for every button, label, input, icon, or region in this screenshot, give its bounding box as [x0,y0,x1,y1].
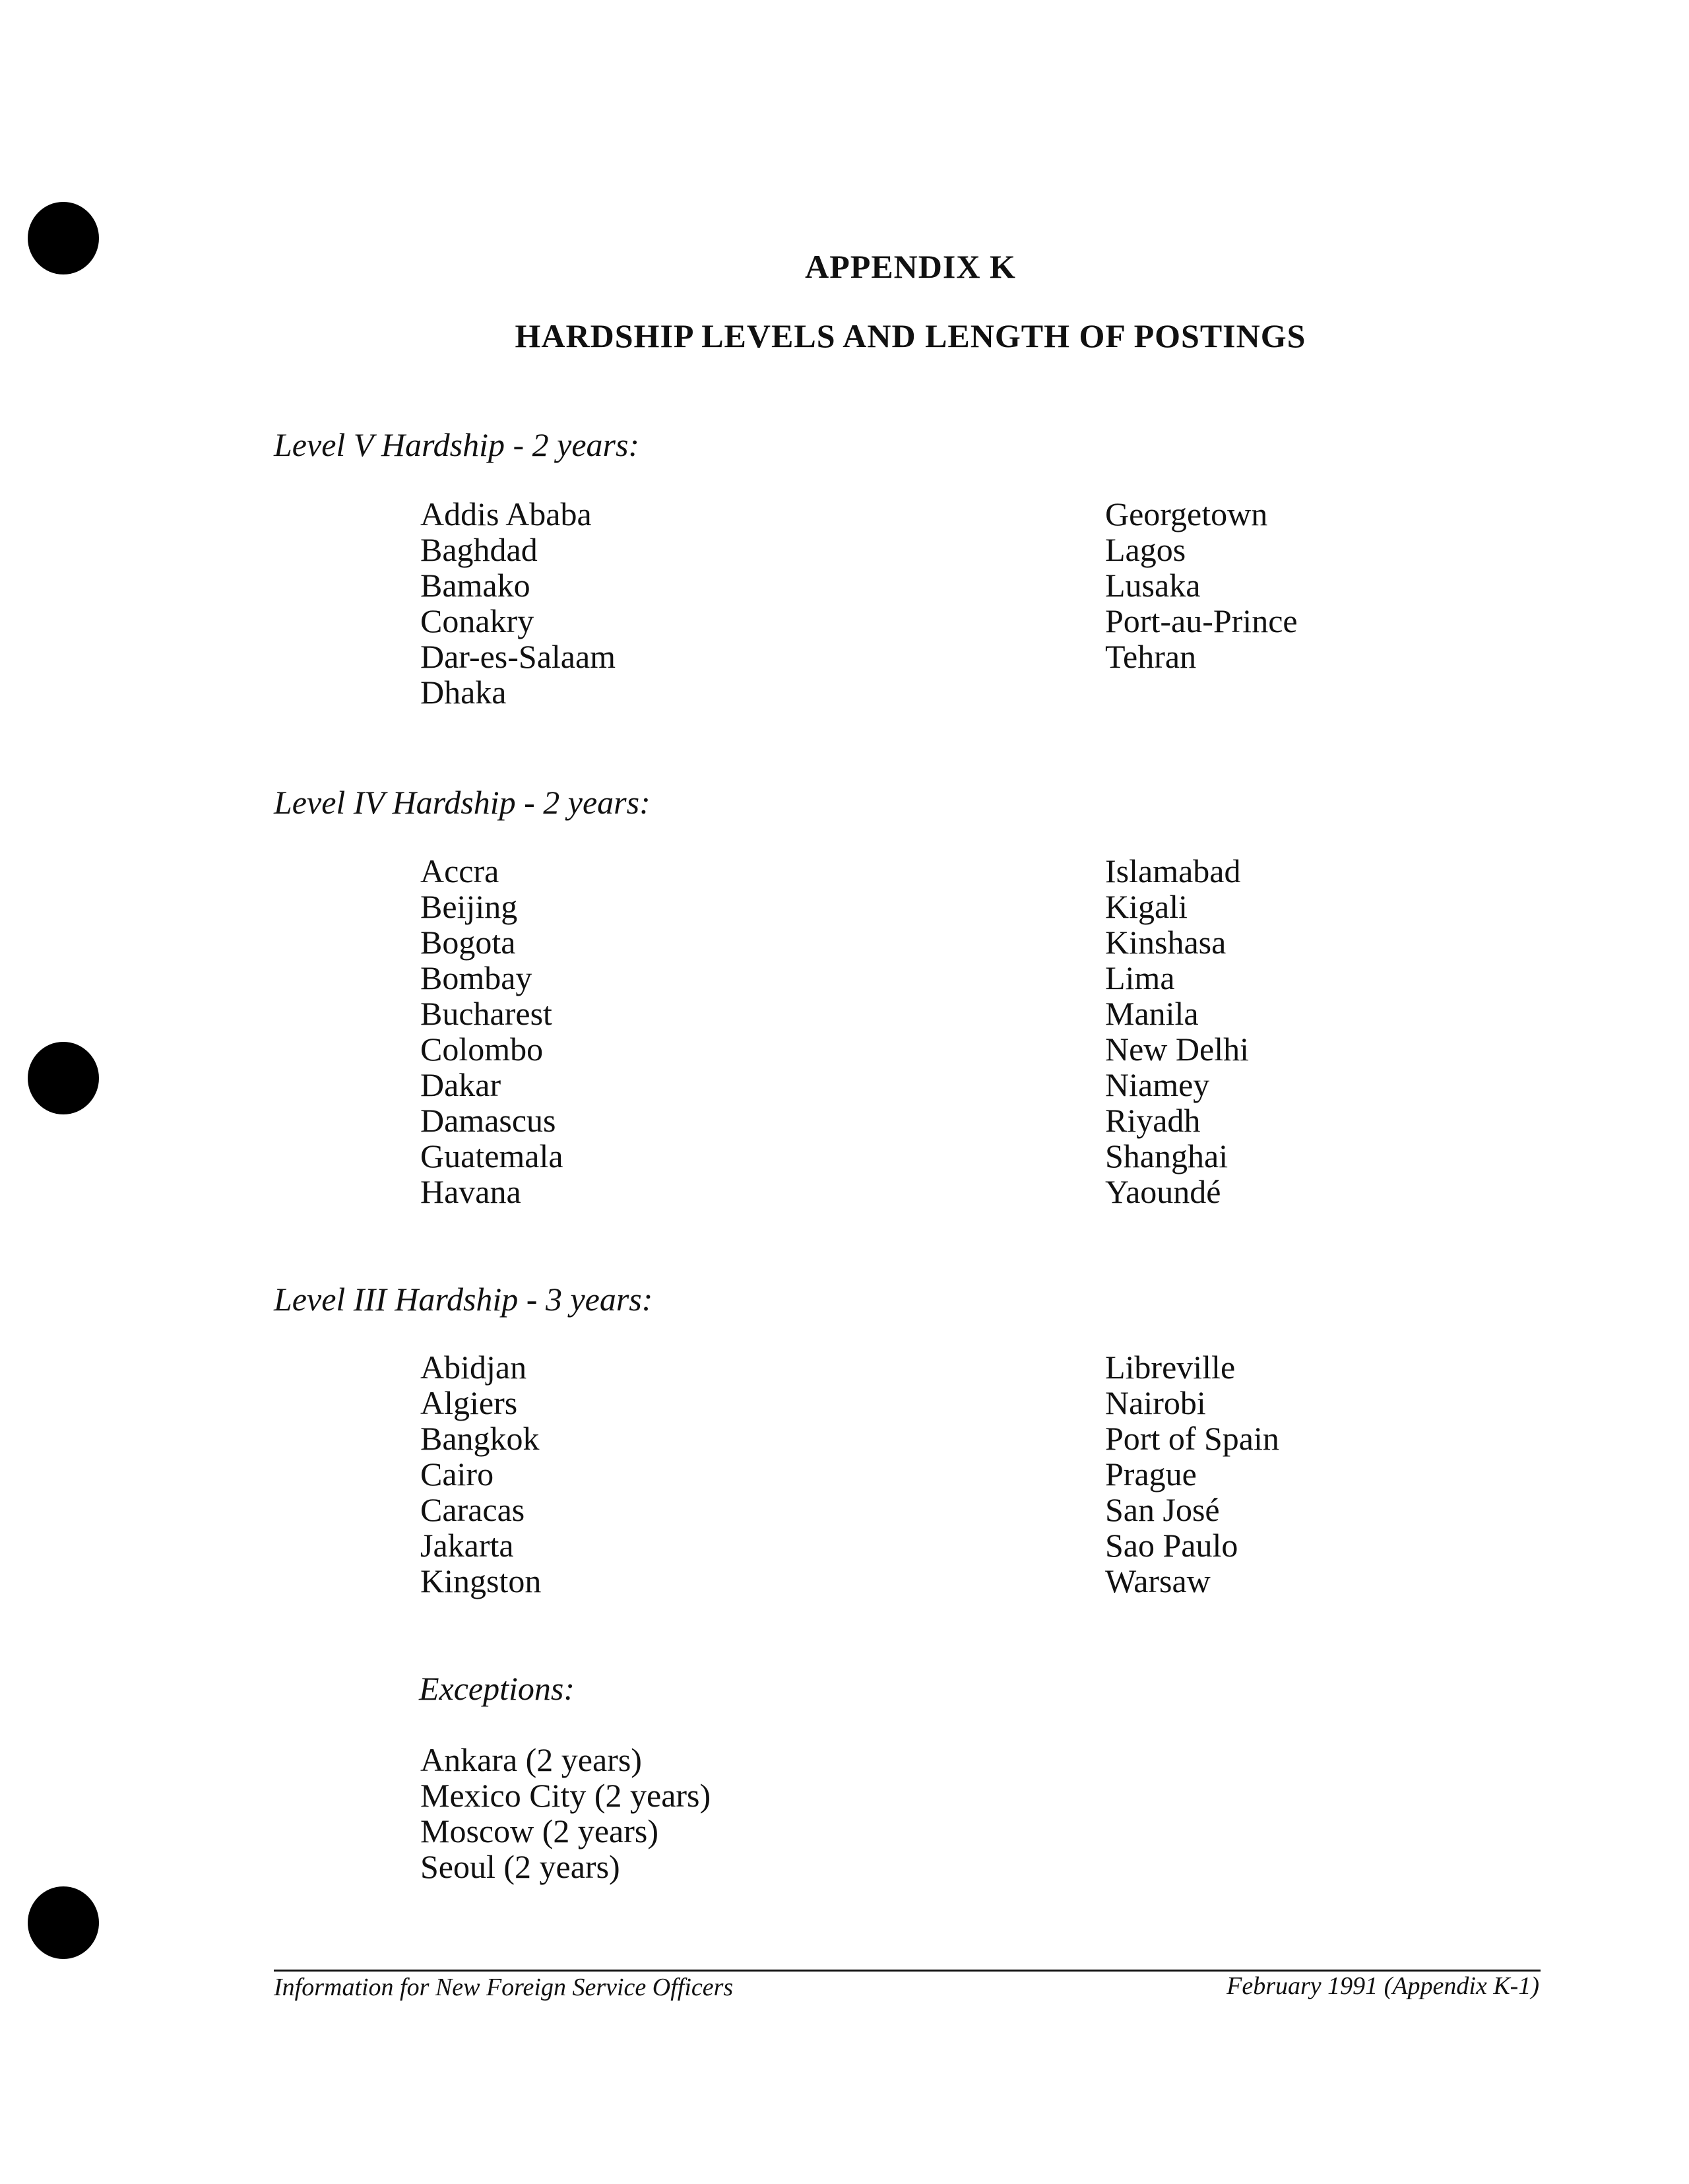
list-item: Havana [420,1173,521,1210]
list-item: Abidjan [420,1349,527,1386]
list-item: Bangkok [420,1420,540,1457]
list-item: Mexico City (2 years) [420,1777,711,1814]
list-item: Kinshasa [1105,924,1227,961]
punch-hole-bottom [28,1886,99,1959]
level-iv-heading: Level IV Hardship - 2 years: [274,784,651,821]
list-item: Bogota [420,924,516,961]
footer-publication-title: Information for New Foreign Service Officers [274,1974,734,2001]
level-v-right-list [1105,496,1298,674]
list-item: Guatemala [420,1138,563,1174]
list-item: Seoul (2 years) [420,1848,620,1885]
list-item: Colombo [420,1031,544,1068]
list-item: Yaoundé [1105,1173,1221,1210]
list-item: Accra [420,852,499,889]
list-item: Addis Ababa [420,496,592,532]
document-subtitle: HARDSHIP LEVELS AND LENGTH OF POSTINGS [515,317,1306,354]
list-item: Baghdad [420,531,538,568]
list-item: Bucharest [420,995,552,1032]
list-item: Kingston [420,1562,542,1599]
list-item: Lima [1105,959,1175,996]
level-iii-left-list [420,1349,541,1599]
list-item: San José [1105,1491,1220,1528]
list-item: Georgetown [1105,496,1268,532]
list-item: Caracas [420,1491,525,1528]
punch-hole-middle [28,1042,99,1114]
list-item: New Delhi [1105,1031,1249,1068]
list-item: Port-au-Prince [1105,602,1298,639]
level-v-heading: Level V Hardship - 2 years: [274,426,640,463]
list-item: Algiers [420,1384,518,1421]
list-item: Lusaka [1105,567,1201,604]
level-iv-right-list [1105,853,1249,1209]
list-item: Dakar [420,1066,501,1103]
list-item: Riyadh [1105,1102,1201,1139]
list-item: Cairo [420,1456,494,1493]
list-item: Bombay [420,959,532,996]
appendix-title: APPENDIX K [805,248,1016,285]
list-item: Conakry [420,602,534,639]
list-item: Jakarta [420,1527,514,1564]
level-iv-left-list [420,853,563,1209]
list-item: Dhaka [420,674,507,711]
list-item: Moscow (2 years) [420,1813,659,1849]
footer-date-page: February 1991 (Appendix K-1) [1227,1972,1539,2000]
list-item: Manila [1105,995,1199,1032]
list-item: Prague [1105,1456,1197,1493]
list-item: Damascus [420,1102,556,1139]
level-v-left-list [420,496,616,710]
list-item: Libreville [1105,1349,1236,1386]
list-item: Shanghai [1105,1138,1228,1174]
list-item: Ankara (2 years) [420,1741,642,1778]
exceptions-list [420,1742,711,1884]
exceptions-heading: Exceptions: [419,1670,575,1707]
list-item: Warsaw [1105,1562,1211,1599]
list-item: Dar-es-Salaam [420,638,616,675]
list-item: Beijing [420,888,518,925]
list-item: Lagos [1105,531,1186,568]
list-item: Kigali [1105,888,1188,925]
list-item: Bamako [420,567,530,604]
list-item: Nairobi [1105,1384,1206,1421]
level-iii-heading: Level III Hardship - 3 years: [274,1281,653,1318]
list-item: Tehran [1105,638,1197,675]
level-iii-right-list [1105,1349,1279,1599]
list-item: Port of Spain [1105,1420,1279,1457]
list-item: Sao Paulo [1105,1527,1238,1564]
list-item: Niamey [1105,1066,1210,1103]
list-item: Islamabad [1105,852,1241,889]
